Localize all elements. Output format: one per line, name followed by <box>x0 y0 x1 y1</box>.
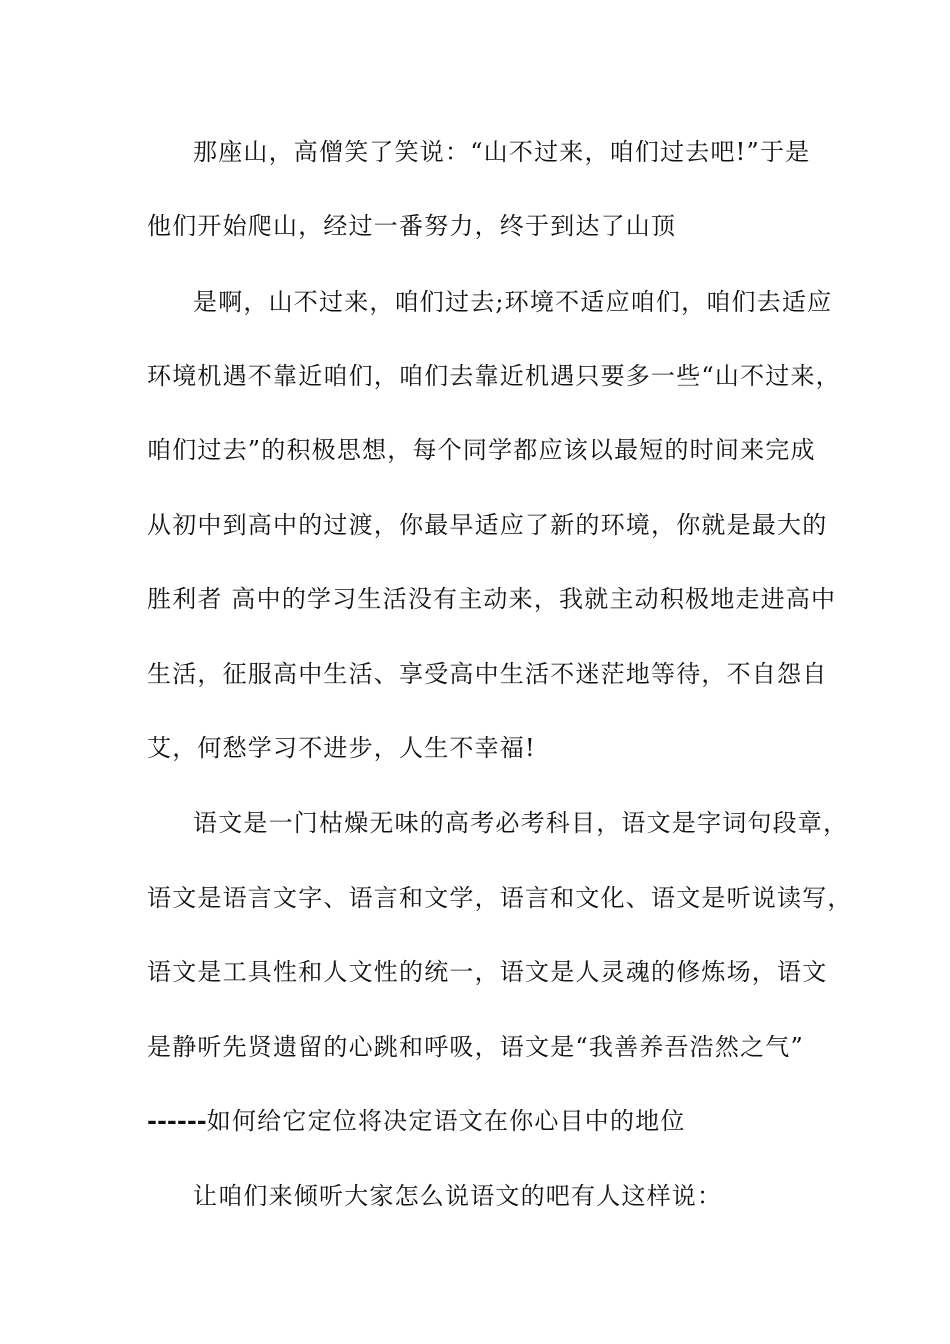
paragraph-line: 语文是工具性和人文性的统一，语文是人灵魂的修炼场，语文 <box>147 958 828 986</box>
paragraph-line: 让咱们来倾听大家怎么说语文的吧有人这样说： <box>193 1182 723 1210</box>
paragraph-line: 那座山，高僧笑了笑说：“山不过来，咱们过去吧!”于是 <box>193 138 811 166</box>
paragraph-line: 语文是一门枯燥无味的高考必考科目，语文是字词句段章， <box>193 809 849 837</box>
paragraph-line: 是啊，山不过来，咱们过去;环境不适应咱们，咱们去适应 <box>193 288 833 316</box>
paragraph-line: 生活，征服高中生活、享受高中生活不迷茫地等待，不自怨自 <box>147 660 828 688</box>
paragraph-line: 从初中到高中的过渡，你最早适应了新的环境，你就是最大的 <box>147 511 828 539</box>
paragraph-line: 环境机遇不靠近咱们，咱们去靠近机遇只要多一些“山不过来， <box>147 362 841 390</box>
paragraph-line: 是静听先贤遗留的心跳和呼吸，语文是“我善养吾浩然之气” <box>147 1033 804 1061</box>
paragraph-line: 他们开始爬山，经过一番努力，终于到达了山顶 <box>147 212 677 240</box>
paragraph-line: 语文是语言文字、语言和文学，语言和文化、语文是听说读写， <box>147 884 853 912</box>
paragraph-line <box>147 1106 827 1136</box>
line-text: 如何给它定位将决定语文在你心目中的地位 <box>206 1107 686 1135</box>
paragraph-line: 胜利者 高中的学习生活没有主动来，我就主动积极地走进高中 <box>147 585 837 613</box>
paragraph-line: 咱们过去”的积极思想，每个同学都应该以最短的时间来完成 <box>147 436 816 464</box>
dash-prefix: ------ <box>147 1106 207 1135</box>
paragraph-line: 艾，何愁学习不进步，人生不幸福! <box>147 734 536 762</box>
